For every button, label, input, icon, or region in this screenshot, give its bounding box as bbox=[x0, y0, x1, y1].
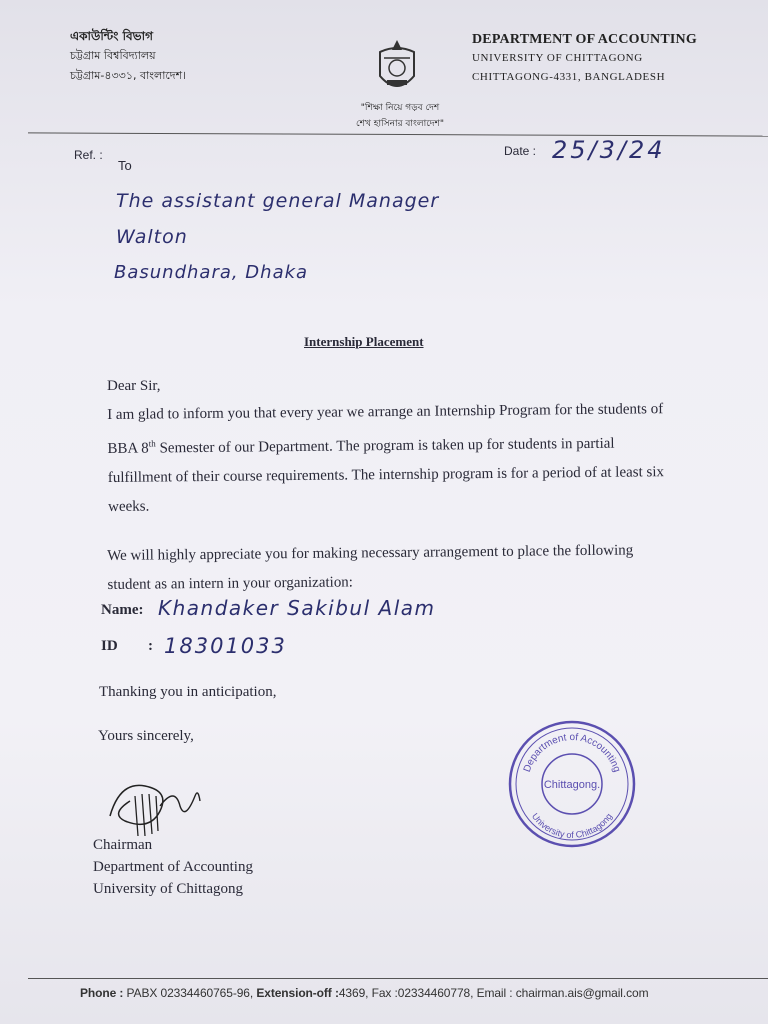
paragraph-1 bbox=[107, 395, 668, 522]
header-bengali-address bbox=[70, 26, 186, 86]
seal-top-text: Department of Accounting bbox=[521, 731, 623, 774]
date-label: Date : bbox=[504, 144, 537, 158]
email-text: Email : chairman.ais@gmail.com bbox=[476, 986, 649, 1000]
extension-text: 4369, bbox=[338, 986, 369, 1000]
paragraph-1-a: I am glad to inform you that every year we arrange an Internship Program for the students of BBA 8 bbox=[107, 401, 664, 457]
letter-body bbox=[107, 372, 667, 600]
seal-bottom-text: University of Chittagong bbox=[529, 811, 615, 841]
id-colon: : bbox=[148, 638, 153, 654]
recipient-line2: Walton bbox=[116, 226, 188, 248]
university-name: UNIVERSITY OF CHITTAGONG bbox=[472, 52, 643, 64]
footer-contact bbox=[80, 986, 648, 1000]
salutation: Dear Sir, bbox=[107, 378, 161, 394]
phone-label: Phone : bbox=[80, 986, 124, 1000]
phone-text: PABX 02334460765-96, bbox=[126, 986, 254, 1000]
extension-label: Extension-off : bbox=[256, 986, 339, 1000]
city-address: CHITTAGONG-4331, BANGLADESH bbox=[472, 71, 666, 83]
thanks-line: Thanking you in anticipation, bbox=[99, 684, 277, 700]
motto-line2: শেখ হাসিনার বাংলাদেশ" bbox=[355, 119, 445, 129]
signatory-title: Chairman bbox=[93, 837, 153, 853]
to-label: To bbox=[118, 158, 132, 173]
header-bengali-line3: চট্টগ্রাম-৪৩৩১, বাংলাদেশ। bbox=[70, 69, 187, 82]
closing-line: Yours sincerely, bbox=[98, 728, 194, 744]
signatory-univ: University of Chittagong bbox=[93, 881, 243, 897]
id-label: ID bbox=[101, 638, 118, 654]
date-value: 25/3/24 bbox=[552, 136, 666, 164]
recipient-line1: The assistant general Manager bbox=[116, 190, 440, 212]
paragraph-1-b: Semester of our Department. The program is taken up for students in partial fulfillment of their course requirements. The internship program is for a period of at least six weeks. bbox=[107, 435, 665, 515]
seal-center-text: Chittagong. bbox=[543, 779, 601, 791]
ref-label: Ref. : bbox=[74, 148, 103, 162]
header-bengali-line1: একাউন্টিং বিভাগ bbox=[70, 29, 153, 43]
student-name: Khandaker Sakibul Alam bbox=[158, 596, 436, 620]
footer-divider bbox=[28, 978, 768, 979]
header-bengali-line2: চট্টগ্রাম বিশ্ববিদ্যালয় bbox=[70, 49, 156, 62]
department-seal-icon bbox=[506, 718, 638, 850]
motto-line1: "শিক্ষা নিয়ে গড়ব দেশ bbox=[360, 103, 440, 113]
signatory-block bbox=[93, 834, 253, 900]
paragraph-2: We will highly appreciate you for making necessary arrangement to place the following student as an intern in your organization: bbox=[107, 542, 634, 593]
recipient-line3: Basundhara, Dhaka bbox=[114, 262, 309, 283]
signatory-dept: Department of Accounting bbox=[93, 859, 253, 875]
name-label: Name: bbox=[101, 602, 144, 618]
ordinal-suffix: th bbox=[148, 438, 156, 449]
fax-text: Fax :02334460778, bbox=[371, 986, 474, 1000]
student-id: 18301033 bbox=[164, 634, 287, 658]
department-name: DEPARTMENT OF ACCOUNTING bbox=[472, 32, 697, 47]
header-motto bbox=[330, 100, 470, 132]
header-english-address bbox=[472, 30, 697, 87]
university-emblem-icon bbox=[372, 38, 422, 98]
letter-subject: Internship Placement bbox=[304, 334, 424, 349]
